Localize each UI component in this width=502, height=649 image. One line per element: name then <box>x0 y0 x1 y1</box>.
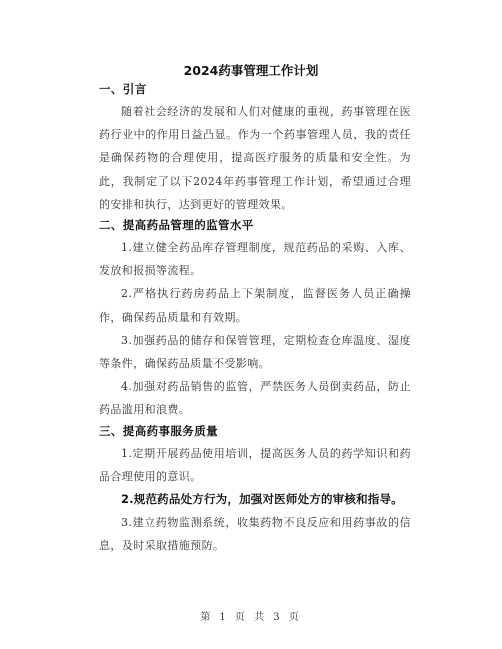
section-heading: 二、提高药品管理的监管水平 <box>99 218 254 233</box>
section-drug-supervision <box>99 216 411 422</box>
section-heading: 一、引言 <box>99 82 147 96</box>
list-item: 3.建立药物监测系统，收集药物不良反应和用药事故的信息，及时采取措施预防。 <box>99 516 411 553</box>
list-item-emphasized: 2.规范药品处方行为，加强对医师处方的审核和指导。 <box>121 492 403 507</box>
document-body <box>99 80 411 558</box>
document-title: 2024药事管理工作计划 <box>183 63 319 78</box>
paragraph: 随着社会经济的发展和人们对健康的重视，药事管理在医药行业中的作用日益凸显。作为一个药事管理人员，我的责任是确保药物的合理使用，提高医疗服务的质量和安全性。为此，我制定了以下2024年药事管理工作计划，希望通过合理的安排和执行，达到更好的管理效果。 <box>99 105 411 211</box>
list-item: 1.建立健全药品库存管理制度，规范药品的采购、入库、发放和报损等流程。 <box>99 241 411 278</box>
section-introduction <box>99 80 411 216</box>
list-item: 2.严格执行药房药品上下架制度，监督医务人员正确操作，确保药品质量和有效期。 <box>99 287 411 324</box>
list-item: 1.定期开展药品使用培训，提高医务人员的药学知识和药品合理使用的意识。 <box>99 446 411 483</box>
list-item: 4.加强对药品销售的监管，严禁医务人员倒卖药品，防止药品滥用和浪费。 <box>99 380 411 417</box>
page-number-footer: 第 1 页 共 3 页 <box>200 612 302 623</box>
section-heading: 三、提高药事服务质量 <box>99 423 218 438</box>
list-item: 3.加强药品的储存和保管管理，定期检查仓库温度、湿度等条件，确保药品质量不受影响。 <box>99 333 411 371</box>
section-service-quality <box>99 422 411 558</box>
